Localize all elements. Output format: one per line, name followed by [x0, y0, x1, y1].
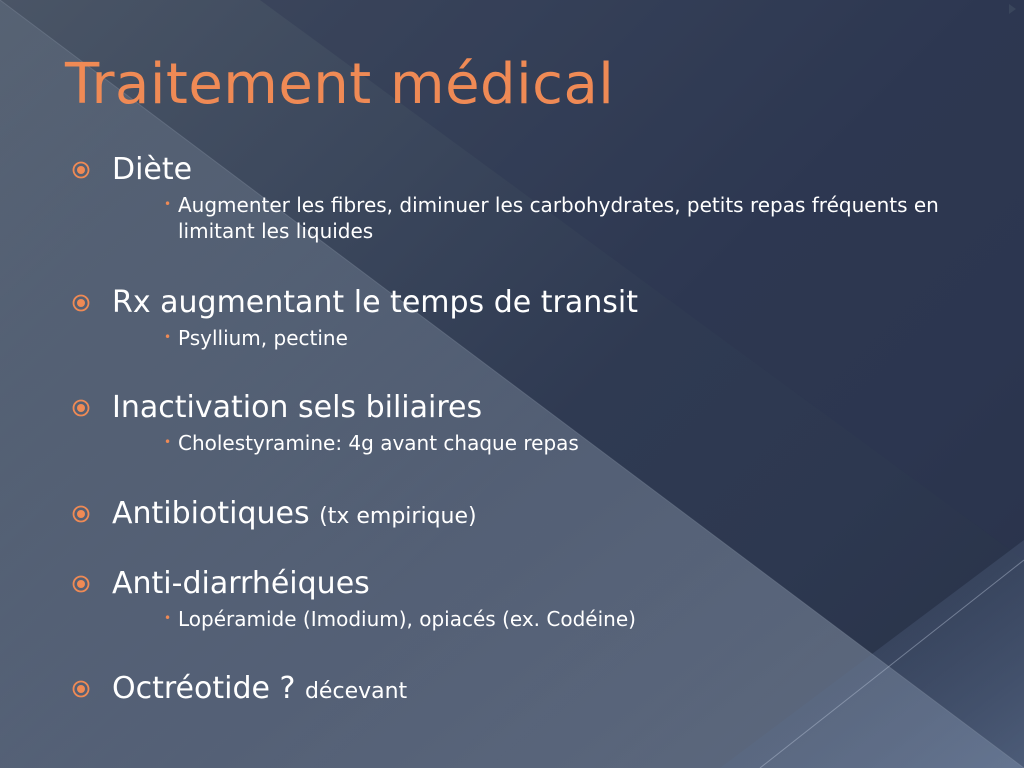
- slide-title: Traitement médical: [65, 52, 615, 117]
- bullet-label-wrapper: [112, 671, 407, 710]
- bullet-label: Rx augmentant le temps de transit: [112, 285, 638, 320]
- bullet-label: Octréotide ?: [112, 671, 296, 706]
- target-circle-icon: [72, 294, 90, 312]
- sub-bullet-item: [164, 325, 992, 351]
- small-dot-icon: •: [164, 330, 172, 344]
- bullet-label: Diète: [112, 152, 193, 187]
- sub-bullet-text: Cholestyramine: 4g avant chaque repas: [178, 431, 579, 455]
- bullet-item: [72, 671, 992, 710]
- bullet-item: [72, 496, 992, 535]
- sub-bullet-item: [164, 192, 992, 244]
- small-dot-icon: •: [164, 611, 172, 625]
- bullet-label: Anti-diarrhéiques: [112, 566, 370, 601]
- sub-bullet-item: [164, 430, 992, 456]
- small-dot-icon: •: [164, 197, 172, 211]
- bullet-label: Inactivation sels biliaires: [112, 390, 483, 425]
- sub-bullet-text: Augmenter les fibres, diminuer les carbohydrates, petits repas fréquents en limitant les liquides: [178, 193, 939, 243]
- target-circle-icon: [72, 399, 90, 417]
- small-dot-icon: •: [164, 435, 172, 449]
- sub-bullet-text: Lopéramide (Imodium), opiacés (ex. Codéine): [178, 607, 636, 631]
- target-circle-icon: [72, 680, 90, 698]
- bullet-label: Antibiotiques: [112, 496, 310, 531]
- target-circle-icon: [72, 161, 90, 179]
- bullet-item: [72, 152, 992, 244]
- target-circle-icon: [72, 575, 90, 593]
- bullet-label-wrapper: [112, 496, 477, 535]
- target-circle-icon: [72, 505, 90, 523]
- bullet-note: (tx empirique): [319, 504, 477, 529]
- sub-bullet-text: Psyllium, pectine: [178, 326, 348, 350]
- bullet-item: [72, 285, 992, 351]
- sub-bullet-item: [164, 606, 992, 632]
- bullet-item: [72, 390, 992, 456]
- bullet-note: décevant: [304, 679, 408, 704]
- bullet-item: [72, 566, 992, 632]
